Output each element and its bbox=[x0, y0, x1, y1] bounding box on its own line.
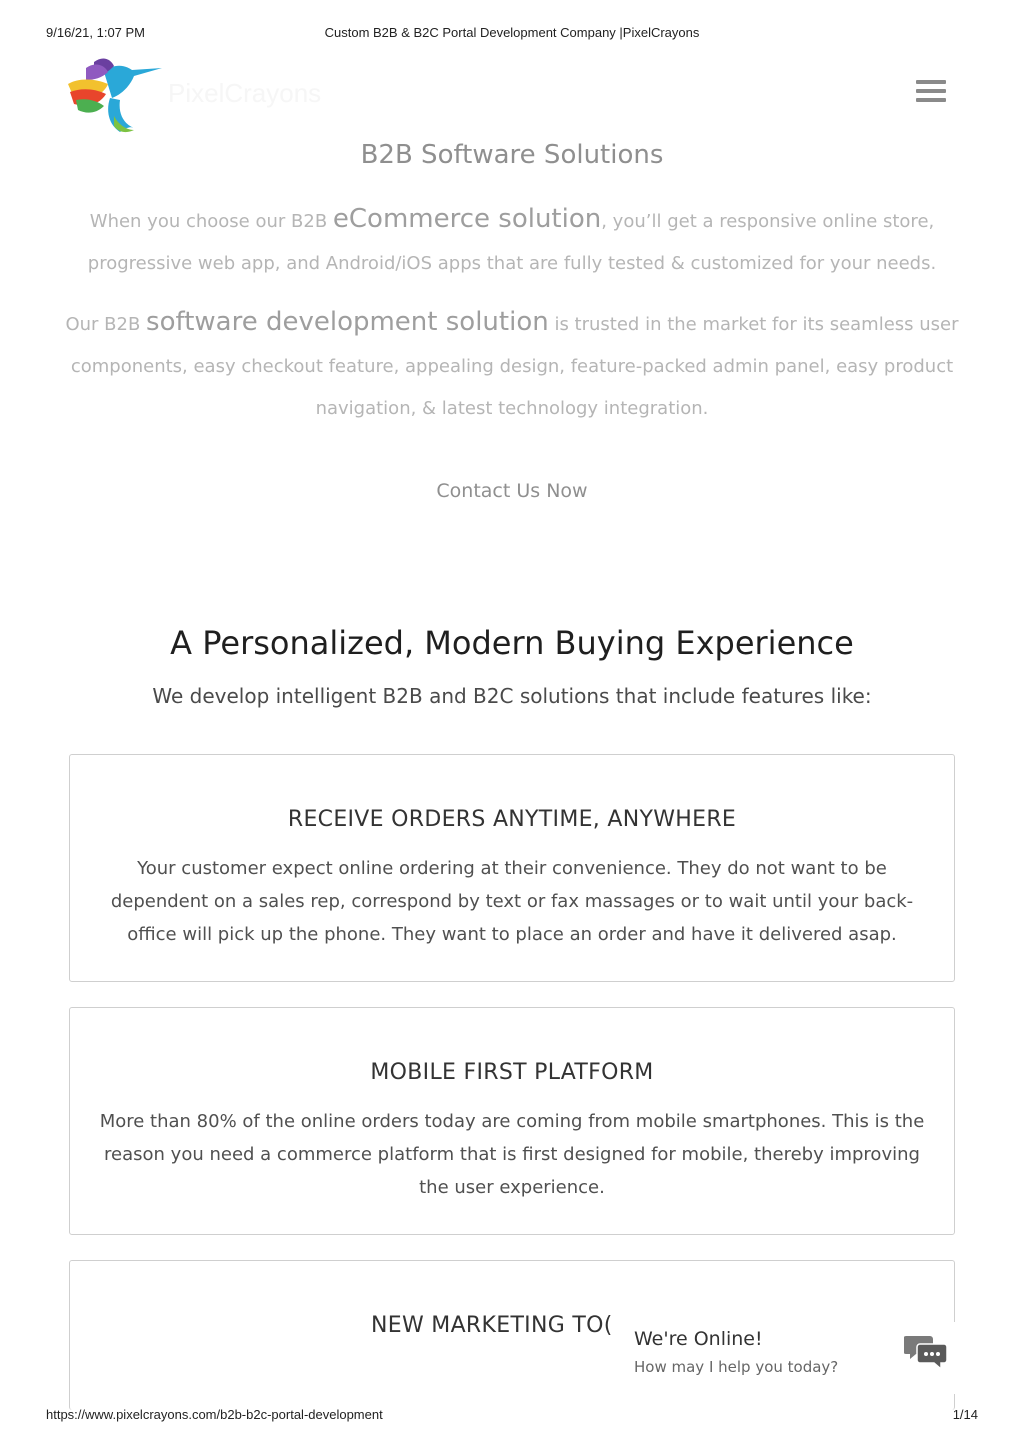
feature-card bbox=[69, 1007, 955, 1235]
section-subtitle: We develop intelligent B2B and B2C solutions that include features like: bbox=[152, 684, 872, 708]
feature-card-body: More than 80% of the online orders today are coming from mobile smartphones. This is the reason you need a commerce platform that is first designed for mobile, thereby improving the user experience. bbox=[99, 1111, 925, 1198]
feature-card-body: Your customer expect online ordering at their convenience. They do not want to be dependent on a sales rep, correspond by text or fax massages or to wait until your back-office will pick up the phone. They want to place an order and have it delivered asap. bbox=[110, 858, 914, 945]
hero-title: B2B Software Solutions bbox=[360, 140, 664, 170]
software-development-solution-link[interactable]: software development solution bbox=[146, 307, 549, 337]
chat-subtitle: How may I help you today? bbox=[634, 1358, 839, 1376]
feature-card-title: NEW MARKETING TO( bbox=[371, 1313, 613, 1338]
section-title: A Personalized, Modern Buying Experience bbox=[170, 624, 854, 662]
print-page-count: 1/14 bbox=[952, 1407, 978, 1422]
hero-p1-text-end: , you’ll get a responsive online store, progressive web app, and Android/iOS apps that are fully tested & customized for your needs. bbox=[87, 211, 937, 274]
hummingbird-logo-icon bbox=[64, 54, 174, 138]
contact-us-button[interactable]: Contact Us Now bbox=[436, 480, 588, 502]
feature-card-title: MOBILE FIRST PLATFORM bbox=[370, 1060, 654, 1085]
print-url: https://www.pixelcrayons.com/b2b-b2c-portal-development bbox=[46, 1407, 383, 1422]
print-header bbox=[0, 25, 1024, 43]
chat-title: We're Online! bbox=[634, 1328, 763, 1350]
chat-bubbles-icon[interactable] bbox=[904, 1332, 948, 1372]
print-page-title: Custom B2B & B2C Portal Development Company |PixelCrayons bbox=[324, 25, 700, 40]
ecommerce-solution-link[interactable]: eCommerce solution bbox=[332, 204, 602, 234]
hero-paragraph-1 bbox=[72, 198, 952, 285]
feature-card-title: RECEIVE ORDERS ANYTIME, ANYWHERE bbox=[287, 807, 737, 832]
print-datetime: 9/16/21, 1:07 PM bbox=[46, 25, 146, 40]
pixelcrayons-logo[interactable] bbox=[64, 54, 174, 138]
hero-p2-text-end: is trusted in the market for its seamless user components, easy checkout feature, appealing design, feature-packed admin panel, easy product navigation, & latest technology integration. bbox=[70, 314, 959, 419]
hero-p1-text: When you choose our B2B bbox=[89, 211, 333, 232]
feature-card bbox=[69, 754, 955, 982]
hero-p2-text: Our B2B bbox=[65, 314, 147, 335]
hero-section bbox=[0, 130, 1024, 502]
logo-text: PixelCrayons bbox=[168, 78, 322, 108]
hamburger-menu-icon[interactable] bbox=[916, 80, 946, 104]
hero-paragraph-2 bbox=[62, 301, 962, 430]
print-footer bbox=[0, 1407, 1024, 1425]
chat-widget[interactable] bbox=[618, 1322, 958, 1394]
